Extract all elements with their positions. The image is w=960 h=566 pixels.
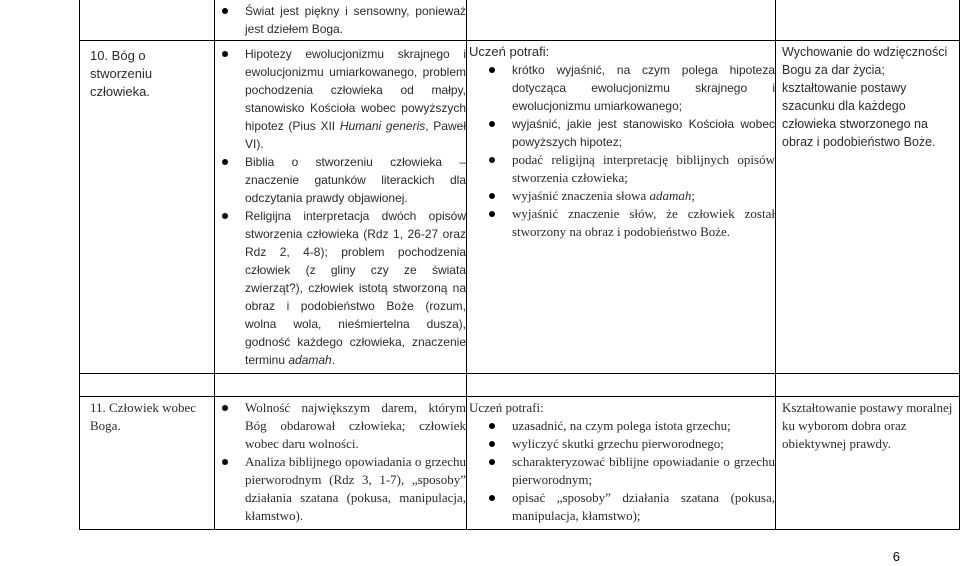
- goal-item: uzasadnić, na czym polega istota grzechu;: [512, 417, 775, 435]
- education-cell: [776, 397, 960, 530]
- table-row: [80, 397, 960, 530]
- goal-item: wyliczyć skutki grzechu pierworodnego;: [512, 435, 775, 453]
- topic-item: Hipotezy ewolucjonizmu skrajnego i ewolucjonizmu umiarkowanego, problem pochodzenia człowieka od małpy, stanowisko Kościoła wobec powyższych hipotez (Pius XII Humani generis, Paweł VI).: [245, 47, 466, 151]
- topic-item: Wolność największym darem, którym Bóg obdarował człowieka; człowiek wobec daru wolności.: [245, 400, 466, 451]
- goal-item: podać religijną interpretację biblijnych opisów stworzenia człowieka;: [512, 152, 775, 185]
- education-text: Kształtowanie postawy moralnej ku wyborom dobra oraz obiektywnej prawdy.: [782, 400, 953, 451]
- goal-item: wyjaśnić, jakie jest stanowisko Kościoła wobec powyższych hipotez;: [512, 117, 775, 149]
- goals-cell: [467, 41, 776, 374]
- goals-heading: Uczeń potrafi:: [469, 44, 550, 59]
- goal-item: opisać „sposoby” działania szatana (pokusa, manipulacja, kłamstwo);: [512, 490, 775, 523]
- goals-cell: [467, 397, 776, 530]
- topics-cell: [215, 41, 467, 374]
- curriculum-table: [79, 0, 960, 530]
- page-number: 6: [892, 549, 900, 564]
- education-text: Wychowanie do wdzięczności Bogu za dar życia; kształtowanie postawy szacunku dla każdego człowieka stworzonego na obraz i podobieństwo Boże.: [782, 45, 948, 149]
- table-row: [80, 41, 960, 374]
- goals-heading: Uczeń potrafi:: [469, 400, 544, 415]
- lesson-cell: [80, 397, 215, 530]
- lesson-title: 11. Człowiek wobec Boga.: [90, 400, 197, 433]
- goals-cell: [467, 0, 776, 41]
- topic-item: Świat jest piękny i sensowny, ponieważ jest dziełem Boga.: [245, 4, 466, 36]
- goal-item: krótko wyjaśnić, na czym polega hipoteza dotycząca ewolucjonizmu skrajnego i ewolucjonizmu umiarkowanego;: [512, 63, 775, 113]
- topic-item: Biblia o stworzeniu człowieka – znaczenie gatunków literackich dla odczytania prawdy objawionej.: [245, 155, 466, 205]
- topic-item: Analiza biblijnego opowiadania o grzechu pierworodnym (Rdz 3, 1-7), „sposoby” działania szatana (pokusa, manipulacja, kłamstwo).: [245, 454, 466, 523]
- topics-cell: [215, 397, 467, 530]
- goal-item: wyjaśnić znaczenia słowa adamah;: [512, 187, 775, 205]
- goal-item: wyjaśnić znaczenie słów, że człowiek został stworzony na obraz i podobieństwo Boże.: [512, 206, 775, 239]
- table-row: [80, 0, 960, 41]
- goal-item: scharakteryzować biblijne opowiadanie o grzechu pierworodnym;: [512, 454, 775, 487]
- lesson-title: 10. Bóg o stworzeniu człowieka.: [90, 48, 153, 99]
- table-row-spacer: [80, 374, 960, 397]
- lesson-cell: [80, 0, 215, 41]
- lesson-cell: [80, 41, 215, 374]
- education-cell: [776, 0, 960, 41]
- topic-item: Religijna interpretacja dwóch opisów stworzenia człowieka (Rdz 1, 26-27 oraz Rdz 2, 4-8); problem pochodzenia człowiek (z gliny czy ze świata zwierząt?), człowiek istotą stworzoną na obraz i podobieństwo Boże (rozum, wolna wola, nieśmiertelna dusza), godność każdego człowieka, znaczenie terminu adamah.: [245, 209, 466, 367]
- topics-cell: [215, 0, 467, 41]
- education-cell: [776, 41, 960, 374]
